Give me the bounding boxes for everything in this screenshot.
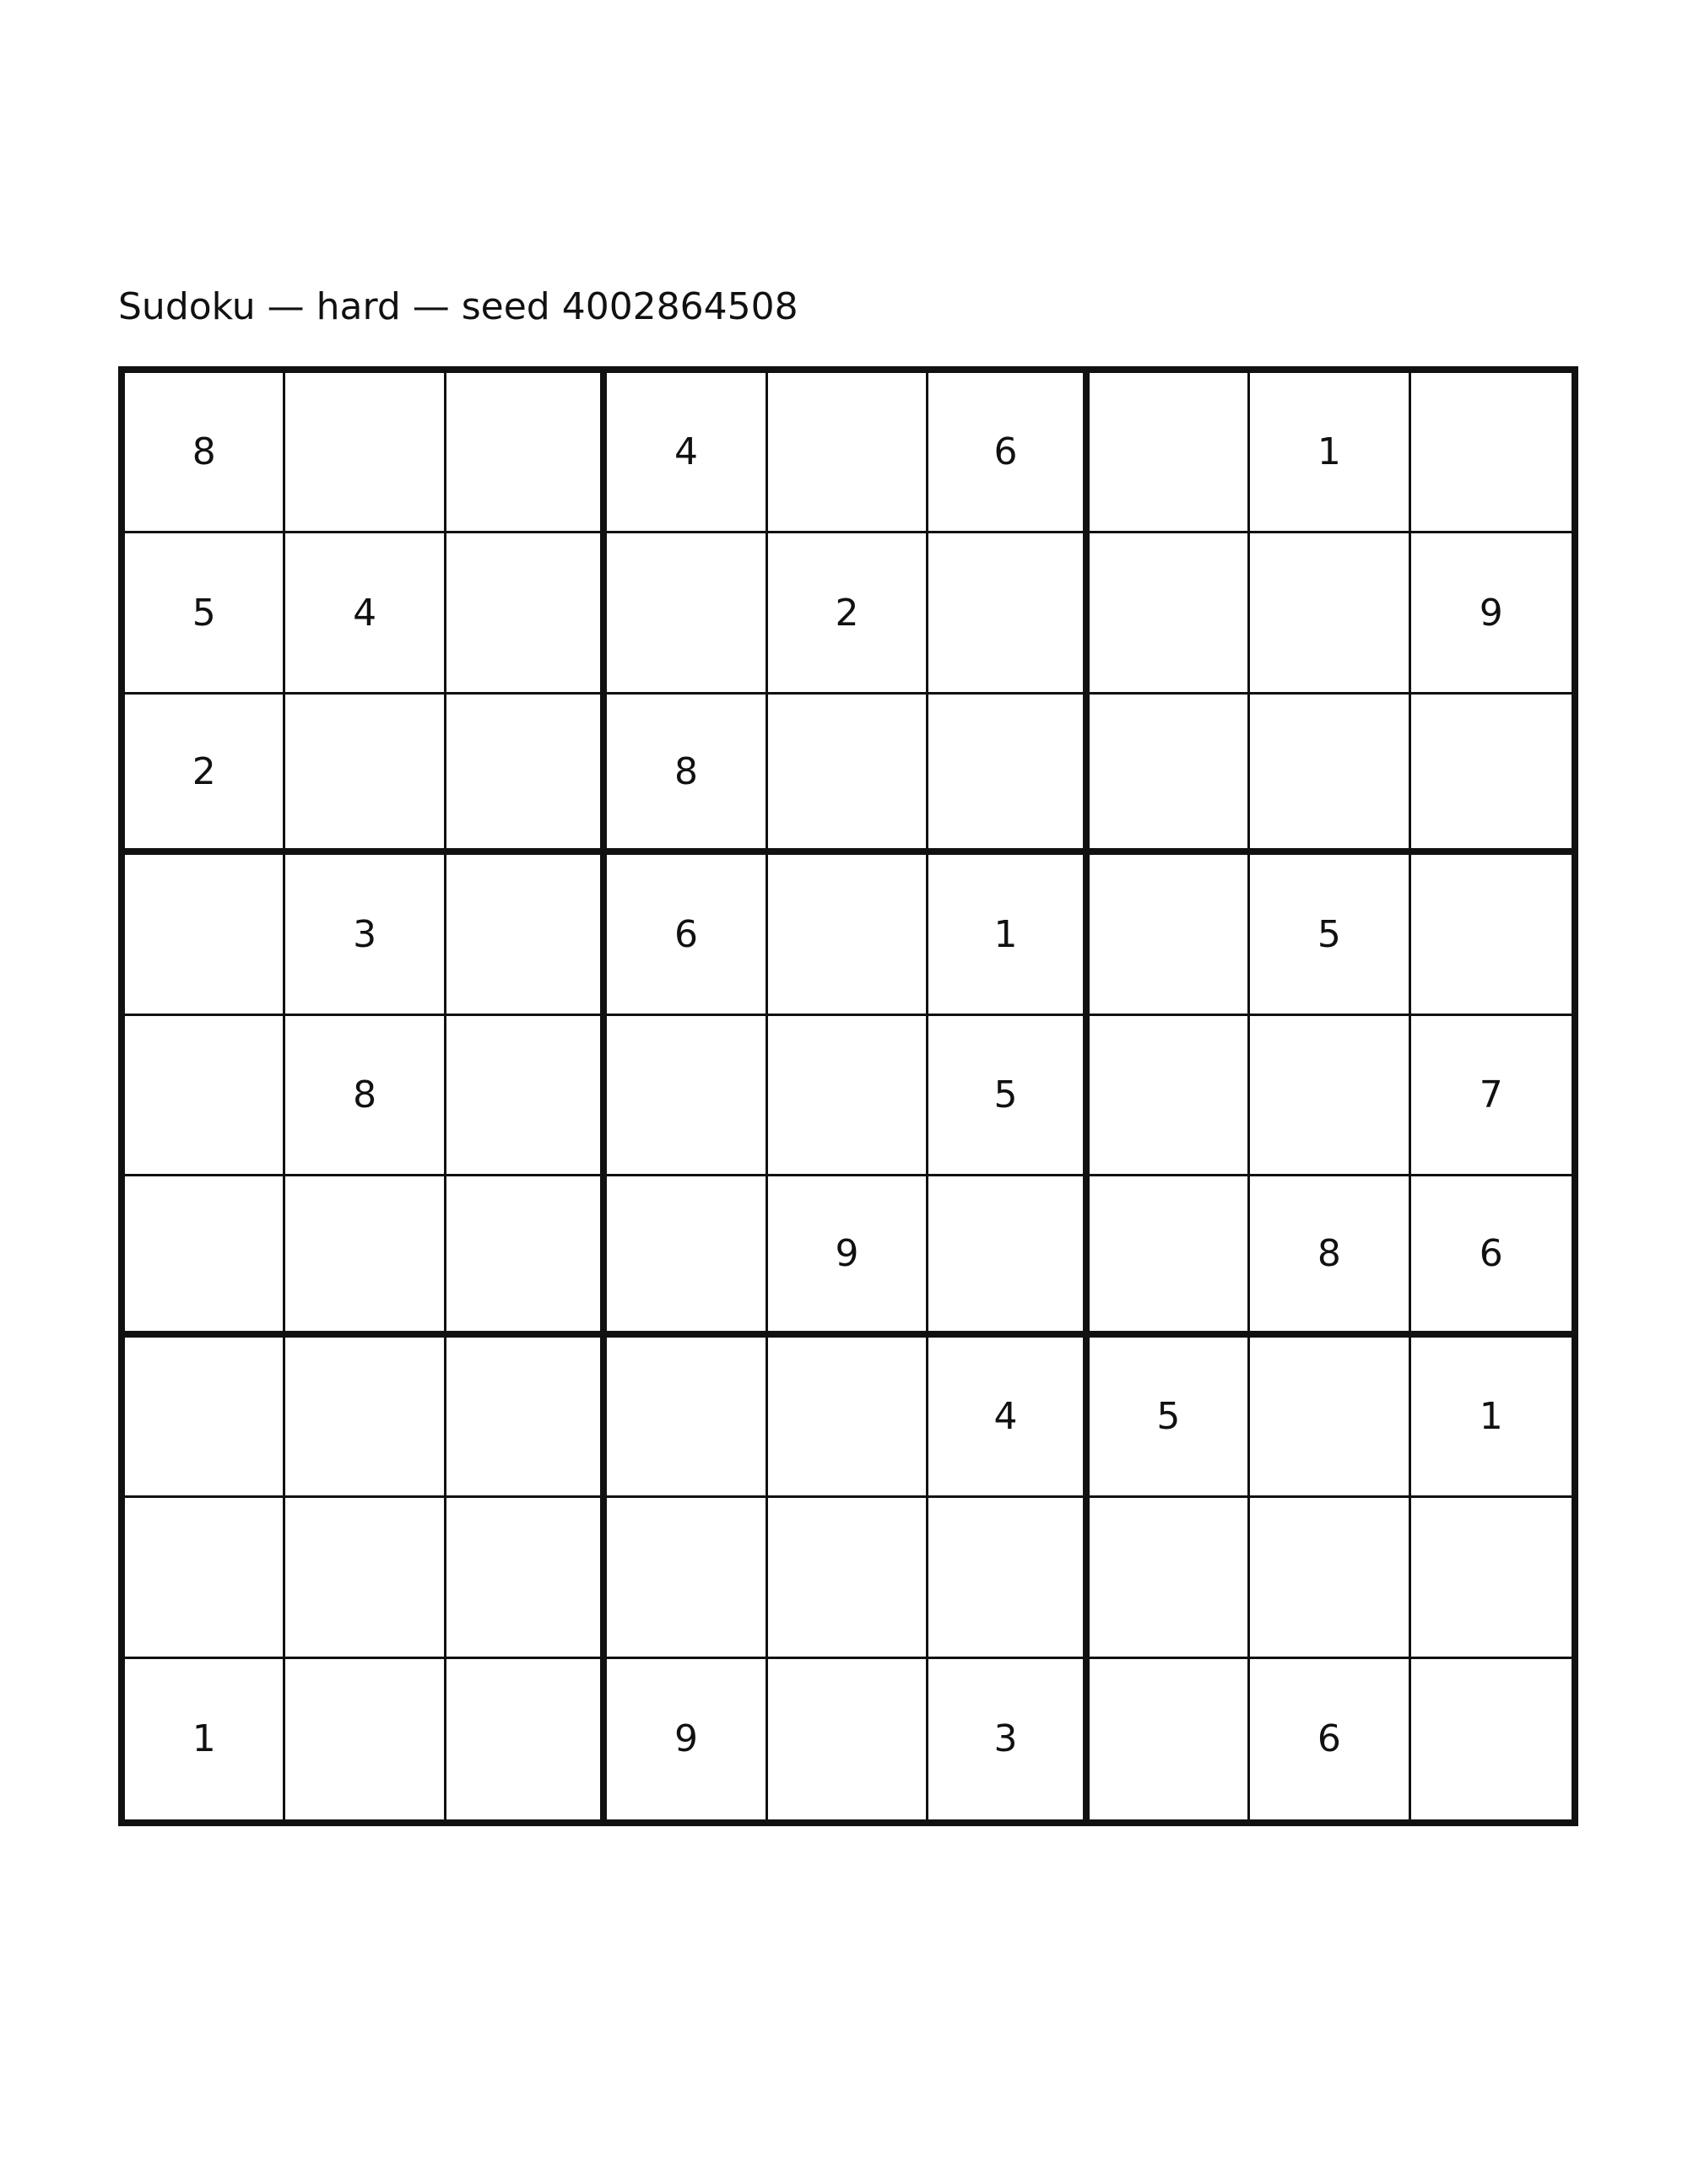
empty-cell[interactable] (768, 1498, 928, 1658)
empty-cell[interactable] (125, 1176, 285, 1337)
empty-cell[interactable] (1250, 1498, 1410, 1658)
given-cell[interactable]: 2 (768, 533, 928, 694)
given-cell[interactable]: 1 (1411, 1338, 1572, 1498)
empty-cell[interactable] (1411, 695, 1572, 855)
given-cell[interactable]: 5 (125, 533, 285, 694)
empty-cell[interactable] (1090, 1176, 1250, 1337)
empty-cell[interactable] (1250, 1016, 1410, 1176)
given-cell[interactable]: 2 (125, 695, 285, 855)
empty-cell[interactable] (446, 1338, 607, 1498)
puzzle-title: Sudoku — hard — seed 4002864508 (118, 285, 798, 328)
empty-cell[interactable] (768, 1659, 928, 1819)
empty-cell[interactable] (1090, 855, 1250, 1015)
empty-cell[interactable] (1250, 533, 1410, 694)
empty-cell[interactable] (1411, 1498, 1572, 1658)
given-cell[interactable]: 1 (928, 855, 1089, 1015)
empty-cell[interactable] (928, 1498, 1089, 1658)
given-cell[interactable]: 8 (607, 695, 767, 855)
empty-cell[interactable] (1090, 1659, 1250, 1819)
empty-cell[interactable] (285, 1498, 446, 1658)
empty-cell[interactable] (285, 695, 446, 855)
empty-cell[interactable] (125, 1498, 285, 1658)
empty-cell[interactable] (607, 1016, 767, 1176)
given-cell[interactable]: 4 (928, 1338, 1089, 1498)
given-cell[interactable]: 1 (125, 1659, 285, 1819)
empty-cell[interactable] (446, 1659, 607, 1819)
empty-cell[interactable] (125, 1338, 285, 1498)
sudoku-grid (118, 366, 1578, 1826)
empty-cell[interactable] (446, 533, 607, 694)
given-cell[interactable]: 8 (1250, 1176, 1410, 1337)
empty-cell[interactable] (1090, 373, 1250, 533)
empty-cell[interactable] (125, 1016, 285, 1176)
empty-cell[interactable] (928, 533, 1089, 694)
given-cell[interactable]: 5 (1090, 1338, 1250, 1498)
given-cell[interactable]: 6 (1250, 1659, 1410, 1819)
empty-cell[interactable] (285, 373, 446, 533)
empty-cell[interactable] (1090, 695, 1250, 855)
empty-cell[interactable] (607, 1498, 767, 1658)
empty-cell[interactable] (1411, 373, 1572, 533)
given-cell[interactable]: 1 (1250, 373, 1410, 533)
given-cell[interactable]: 6 (928, 373, 1089, 533)
empty-cell[interactable] (1250, 1338, 1410, 1498)
empty-cell[interactable] (768, 1016, 928, 1176)
given-cell[interactable]: 5 (1250, 855, 1410, 1015)
empty-cell[interactable] (285, 1176, 446, 1337)
given-cell[interactable]: 6 (1411, 1176, 1572, 1337)
empty-cell[interactable] (446, 373, 607, 533)
empty-cell[interactable] (607, 533, 767, 694)
given-cell[interactable]: 8 (125, 373, 285, 533)
given-cell[interactable]: 5 (928, 1016, 1089, 1176)
given-cell[interactable]: 9 (607, 1659, 767, 1819)
given-cell[interactable]: 3 (285, 855, 446, 1015)
empty-cell[interactable] (1250, 695, 1410, 855)
empty-cell[interactable] (768, 373, 928, 533)
empty-cell[interactable] (928, 695, 1089, 855)
given-cell[interactable]: 6 (607, 855, 767, 1015)
empty-cell[interactable] (928, 1176, 1089, 1337)
empty-cell[interactable] (285, 1659, 446, 1819)
given-cell[interactable]: 7 (1411, 1016, 1572, 1176)
empty-cell[interactable] (1090, 1498, 1250, 1658)
empty-cell[interactable] (1411, 1659, 1572, 1819)
empty-cell[interactable] (446, 1016, 607, 1176)
empty-cell[interactable] (607, 1338, 767, 1498)
empty-cell[interactable] (768, 1338, 928, 1498)
given-cell[interactable]: 3 (928, 1659, 1089, 1819)
empty-cell[interactable] (607, 1176, 767, 1337)
given-cell[interactable]: 9 (1411, 533, 1572, 694)
empty-cell[interactable] (768, 695, 928, 855)
given-cell[interactable]: 4 (607, 373, 767, 533)
empty-cell[interactable] (446, 855, 607, 1015)
given-cell[interactable]: 9 (768, 1176, 928, 1337)
empty-cell[interactable] (1090, 533, 1250, 694)
given-cell[interactable]: 4 (285, 533, 446, 694)
empty-cell[interactable] (768, 855, 928, 1015)
empty-cell[interactable] (446, 1498, 607, 1658)
empty-cell[interactable] (446, 695, 607, 855)
given-cell[interactable]: 8 (285, 1016, 446, 1176)
empty-cell[interactable] (285, 1338, 446, 1498)
empty-cell[interactable] (125, 855, 285, 1015)
empty-cell[interactable] (1090, 1016, 1250, 1176)
empty-cell[interactable] (446, 1176, 607, 1337)
empty-cell[interactable] (1411, 855, 1572, 1015)
